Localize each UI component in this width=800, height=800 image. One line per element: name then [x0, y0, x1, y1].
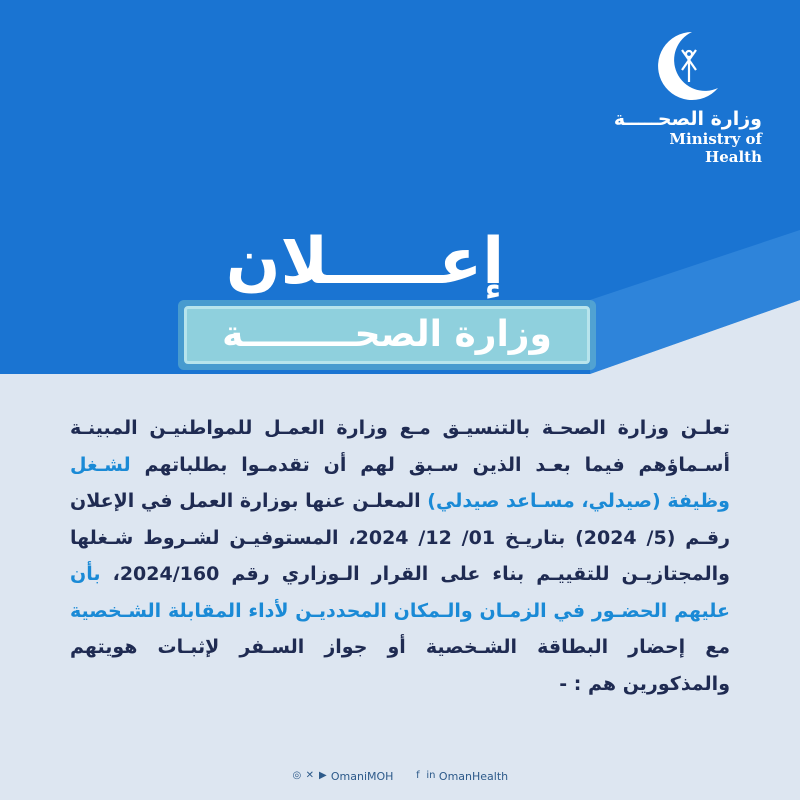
- social-handle-2[interactable]: OmanHealth: [438, 769, 509, 783]
- body-highlight-attendance: بأن عليهم الحضـور في الزمـان والـمكان المحدديـن لأداء المقابلة الشـخصية: [70, 563, 730, 622]
- subtitle-box: [184, 306, 590, 364]
- instagram-icon[interactable]: ◎: [292, 770, 302, 781]
- social-group-1: [292, 770, 394, 783]
- page-title: إعـــــلان: [225, 225, 505, 299]
- x-icon[interactable]: ✕: [305, 770, 315, 781]
- body-highlight-job: لشـغل وظيفة (صيدلي، مسـاعد صيدلي): [70, 453, 730, 512]
- crescent-emblem-icon: [652, 28, 722, 106]
- page-subtitle: وزارة الصحـــــــــة: [222, 314, 552, 355]
- social-group-2: [413, 770, 508, 783]
- body-segment-3: المعلـن عنها بوزارة العمل في الإعلان رقـم (5/ 2024) بتاريـخ 01/ 12/ 2024، المستوفيـن لشـروط شـغلها والمجتازيـن للتقييـم بناء على القرار الـوزاري رقم 2024/160،: [70, 490, 731, 585]
- facebook-icon[interactable]: f: [416, 770, 420, 781]
- body-segment-1: تعلـن وزارة الصحـة بالتنسيـق مـع وزارة العمـل للمواطنيـن المبينـة أسـماؤهم فيما بعـد الذين سـبق لهم أن تقدمـوا بطلباتهم: [70, 417, 730, 476]
- logo-arabic-name: وزارة الصحـــــة: [613, 108, 762, 130]
- social-handle-1[interactable]: OmaniMOH: [330, 769, 394, 783]
- logo-english-name: Ministry of Health: [669, 130, 762, 166]
- ministry-logo: [612, 28, 762, 166]
- linkedin-icon[interactable]: in: [426, 770, 436, 781]
- social-footer: [0, 768, 800, 788]
- announcement-body: [70, 410, 730, 702]
- body-segment-5: مع إحضار البطاقة الشـخصية أو جواز السـفر لإثبـات هويتهم والمذكورين هم : -: [70, 636, 730, 695]
- youtube-icon[interactable]: ▶: [319, 770, 327, 781]
